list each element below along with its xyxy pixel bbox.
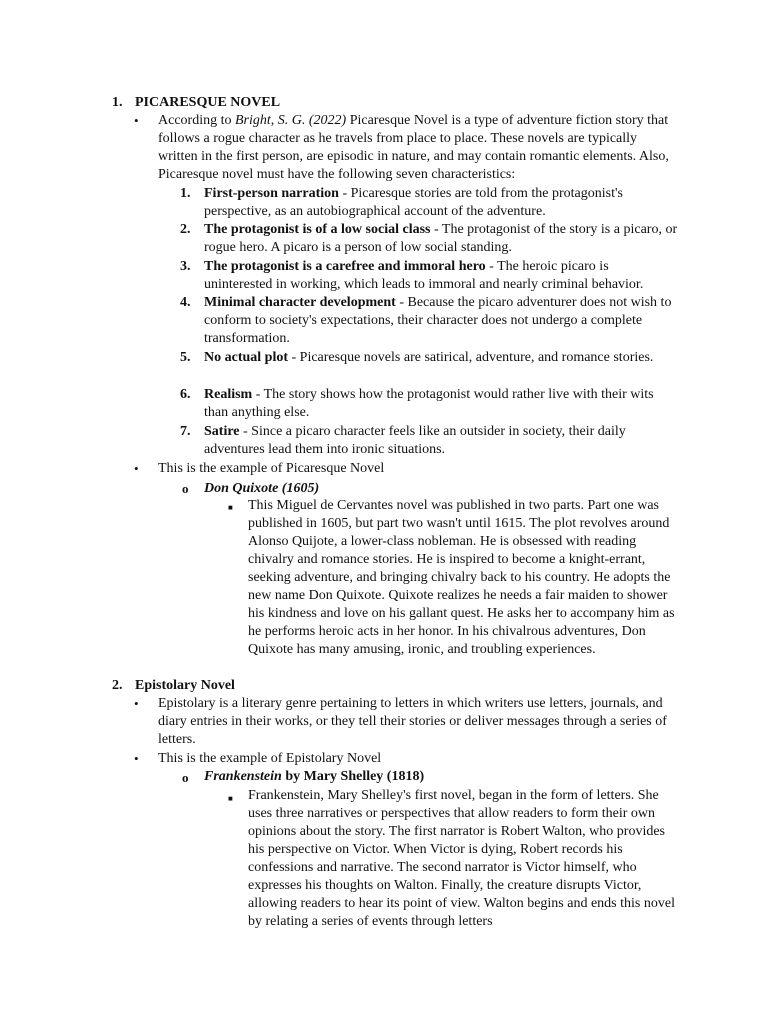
section-2-title: Epistolary Novel: [135, 678, 235, 693]
square-marker: ■: [228, 794, 233, 803]
picaresque-example-intro: This is the example of Picaresque Novel: [158, 461, 385, 476]
bullet-marker: •: [134, 751, 139, 766]
epistolary-example-intro: This is the example of Epistolary Novel: [158, 751, 382, 766]
o-marker: o: [182, 481, 189, 496]
characteristic-desc: - The heroic picaro is uninterested in working, which leads to immoral and nearly criminal behavior.: [204, 259, 644, 292]
characteristic-number: 6.: [180, 387, 191, 402]
characteristic-number: 5.: [180, 350, 191, 365]
section-2-number: 2.: [112, 678, 123, 693]
characteristic-number: 2.: [180, 222, 191, 237]
characteristic-desc: - Picaresque novels are satirical, adventure, and romance stories.: [288, 350, 654, 365]
example-title-italic: Frankenstein: [204, 769, 282, 784]
characteristic-term: Realism: [204, 387, 253, 402]
frankenstein-description: Frankenstein, Mary Shelley's first novel, began in the form of letters. She uses three narratives or perspectives that allow readers to form their own opinions about the story. The first narrator is Robert Walton, who provides his perspective on Victor. When Victor is dying, Robert records his confessions and narrative. The second narrator is Victor himself, who expresses his thoughts on Walton. Finally, the creature disrupts Victor, allowing readers to hear its point of view. Walton begins and ends this novel by relating a series of events through letters: [248, 788, 675, 929]
section-1-title: PICARESQUE NOVEL: [135, 95, 281, 110]
characteristic-text: [204, 185, 680, 221]
example-title-text: Don Quixote (1605): [204, 481, 320, 496]
characteristic-number: 1.: [180, 186, 191, 201]
epistolary-definition: Epistolary is a literary genre pertaining to letters in which writers use letters, journals, and diary entries in their works, or they tell their stories or deliver messages through a series of letters.: [158, 696, 667, 747]
characteristic-number: 7.: [180, 424, 191, 439]
characteristic-term: Satire: [204, 424, 240, 439]
characteristic-desc: - Since a picaro character feels like an outsider in society, their daily adventures lead them into ironic situations.: [204, 424, 626, 457]
intro-citation: Bright, S. G. (2022): [234, 113, 347, 128]
characteristic-term: Minimal character development: [204, 295, 396, 310]
characteristic-term: The protagonist is a carefree and immoral hero: [204, 259, 486, 274]
characteristic-desc: - Because the picaro adventurer does not wish to conform to society's expectations, their character does not undergo a complete transformation.: [204, 295, 672, 346]
don-quixote-description: This Miguel de Cervantes novel was published in two parts. Part one was published in 1605, but part two wasn't until 1615. The plot revolves around Alonso Quijote, a lower-class nobleman. He is obsessed with reading chivalry and romance stories. He is inspired to become a knight-errant, seeking adventure, and bringing chivalry back to his country. He adopts the new name Don Quixote. Quixote realizes he needs a fair maiden to shower his kindness and love on his gallant quest. He asks her to accompany him as he performs heroic acts in her honor. In his chivalrous adventures, Don Quixote has many amusing, ironic, and troubling experiences.: [248, 498, 675, 657]
example-title-rest: by Mary Shelley (1818): [281, 769, 425, 784]
characteristic-text: [204, 294, 680, 348]
characteristic-text: [204, 386, 680, 422]
bullet-marker: •: [134, 696, 139, 711]
intro-pre: According to: [158, 113, 235, 128]
bullet-marker: •: [134, 461, 139, 476]
characteristic-text: [204, 349, 680, 367]
characteristic-text: [204, 221, 680, 257]
characteristic-term: The protagonist is of a low social class: [204, 222, 431, 237]
characteristic-desc: - Picaresque stories are told from the protagonist's perspective, as an autobiographical account of the adventure.: [204, 186, 623, 219]
characteristic-number: 4.: [180, 295, 191, 310]
bullet-marker: •: [134, 113, 139, 128]
characteristic-term: No actual plot: [204, 350, 288, 365]
characteristic-term: First-person narration: [204, 186, 339, 201]
characteristic-number: 3.: [180, 259, 191, 274]
characteristic-desc: - The story shows how the protagonist would rather live with their wits than anything else.: [204, 387, 654, 420]
example-title: [204, 768, 680, 786]
square-marker: ■: [228, 503, 233, 512]
characteristic-text: [204, 423, 680, 459]
characteristic-text: [204, 258, 680, 294]
intro-post: Picaresque Novel is a type of adventure fiction story that follows a rogue character as he travels from place to place. These novels are typically written in the first person, are episodic in nature, and may contain romantic elements. Also, Picaresque novel must have the following seven characteristics:: [158, 113, 669, 182]
o-marker: o: [182, 770, 189, 785]
section-1-number: 1.: [112, 95, 123, 110]
characteristic-desc: - The protagonist of the story is a picaro, or rogue hero. A picaro is a person of low social standing.: [204, 222, 678, 255]
example-title: [204, 480, 680, 498]
picaresque-intro-paragraph: [158, 112, 680, 184]
